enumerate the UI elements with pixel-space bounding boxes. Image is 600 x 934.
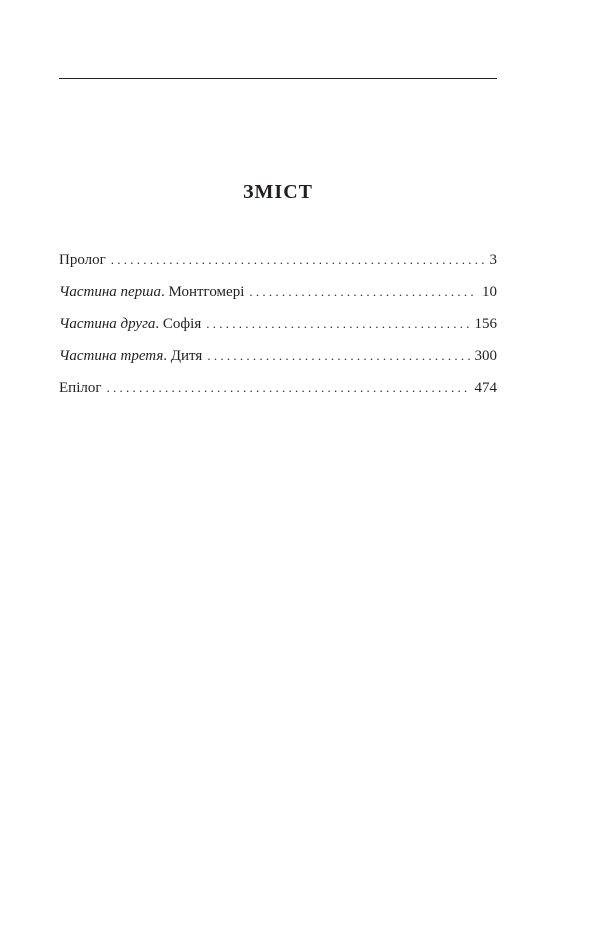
toc-entry-page: 474 bbox=[474, 380, 497, 396]
toc-entry-part: Частина перша bbox=[59, 284, 161, 300]
toc-entry-part-two[interactable] bbox=[59, 314, 497, 346]
toc-entry-title: . Дитя bbox=[163, 348, 203, 364]
toc-entry-title: . Монтгомері bbox=[161, 284, 245, 300]
toc-entry-page: 156 bbox=[474, 316, 497, 332]
toc-entry-title: . Софія bbox=[155, 316, 202, 332]
toc-entry-prologue[interactable] bbox=[59, 250, 497, 282]
toc-entry-part-three[interactable] bbox=[59, 346, 497, 378]
dot-leader bbox=[206, 314, 469, 334]
table-of-contents bbox=[59, 250, 497, 410]
dot-leader bbox=[107, 378, 470, 398]
dot-leader bbox=[111, 250, 485, 270]
toc-entry-title: Епілог bbox=[59, 380, 102, 396]
toc-entry-page: 300 bbox=[474, 348, 497, 364]
toc-entry-part-one[interactable] bbox=[59, 282, 497, 314]
toc-entry-page: 10 bbox=[482, 284, 497, 300]
toc-entry-epilogue[interactable] bbox=[59, 378, 497, 410]
top-rule bbox=[59, 78, 497, 79]
page-title: ЗМІСТ bbox=[243, 181, 313, 203]
dot-leader bbox=[249, 282, 477, 302]
dot-leader bbox=[207, 346, 469, 366]
toc-entry-page: 3 bbox=[489, 252, 497, 268]
toc-entry-part: Частина друга bbox=[59, 316, 156, 332]
toc-entry-part: Частина третя bbox=[59, 348, 164, 364]
toc-entry-title: Пролог bbox=[59, 252, 106, 268]
